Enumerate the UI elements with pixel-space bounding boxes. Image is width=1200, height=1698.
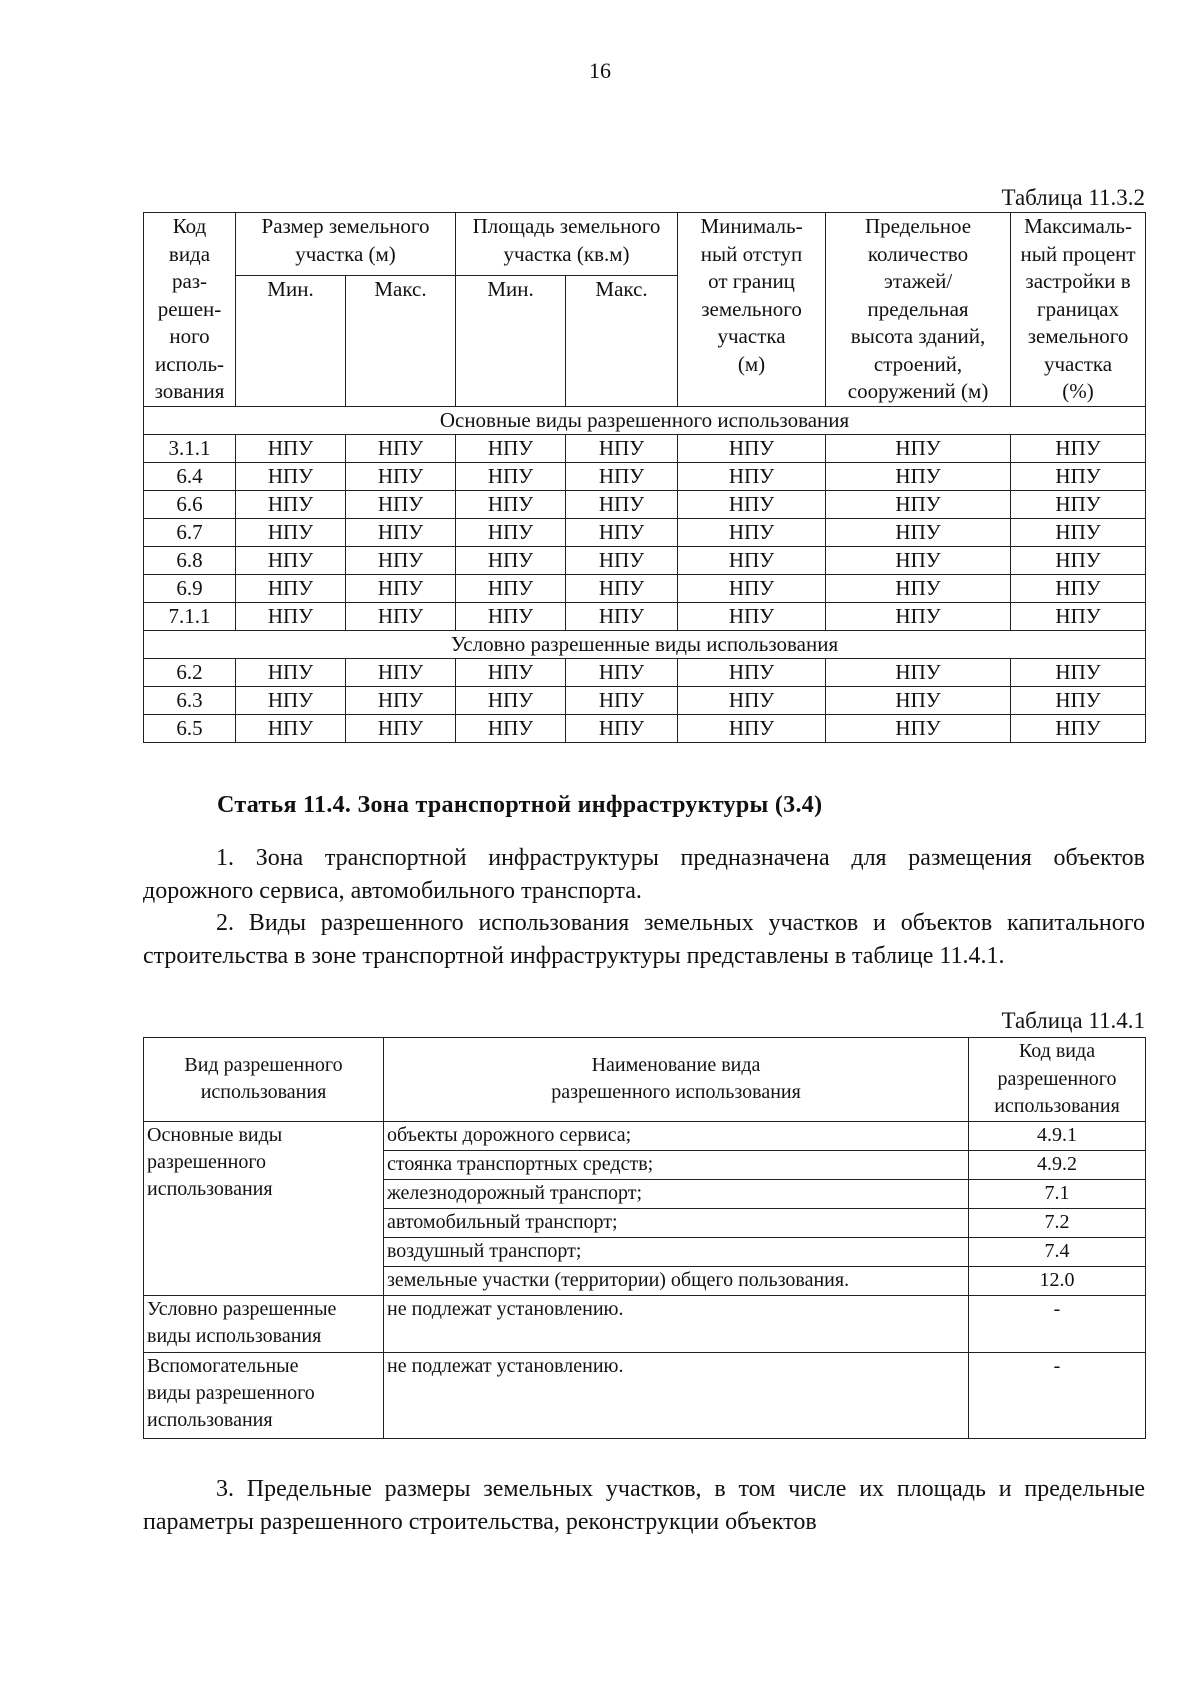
value-cell: НПУ: [346, 490, 456, 518]
value-cell: НПУ: [678, 462, 826, 490]
value-cell: НПУ: [678, 434, 826, 462]
table-row: [144, 434, 1146, 462]
header-coverage: Максималь- ный процент застройки в границах земельного участка (%): [1011, 213, 1146, 407]
table-row: [144, 658, 1146, 686]
conditional-use-name: не подлежат установлению.: [384, 1295, 969, 1352]
value-cell: НПУ: [236, 686, 346, 714]
value-cell: НПУ: [1011, 490, 1146, 518]
value-cell: НПУ: [346, 574, 456, 602]
table-row: [144, 518, 1146, 546]
value-cell: НПУ: [678, 546, 826, 574]
value-cell: НПУ: [346, 602, 456, 630]
table-row: [144, 546, 1146, 574]
table-caption-11-3-2: Таблица 11.3.2: [1001, 185, 1145, 210]
value-cell: НПУ: [346, 434, 456, 462]
article-heading: Статья 11.4. Зона транспортной инфраструктуры (3.4): [217, 792, 823, 818]
value-cell: НПУ: [1011, 434, 1146, 462]
use-code-cell: 6.9: [144, 574, 236, 602]
value-cell: НПУ: [1011, 462, 1146, 490]
value-cell: НПУ: [826, 714, 1011, 742]
value-cell: НПУ: [236, 434, 346, 462]
value-cell: НПУ: [1011, 602, 1146, 630]
table-row: [144, 686, 1146, 714]
use-code-cell: 6.7: [144, 518, 236, 546]
value-cell: НПУ: [678, 574, 826, 602]
paragraph-3: 3. Предельные размеры земельных участков, в том числе их площадь и предельные параметры разрешенного строительства, реконструкции объектов: [143, 1476, 1145, 1535]
value-cell: НПУ: [826, 574, 1011, 602]
use-code: 4.9.2: [969, 1150, 1146, 1179]
value-cell: НПУ: [236, 714, 346, 742]
header-code: Код вида раз- решен- ного исполь- зования: [144, 213, 236, 407]
value-cell: НПУ: [236, 574, 346, 602]
value-cell: НПУ: [1011, 714, 1146, 742]
value-cell: НПУ: [826, 546, 1011, 574]
use-code-cell: 6.2: [144, 658, 236, 686]
header-area: Площадь земельного участка (кв.м): [456, 213, 678, 276]
value-cell: НПУ: [566, 434, 678, 462]
value-cell: НПУ: [566, 602, 678, 630]
header-permitted-use: Вид разрешенного использования: [144, 1038, 384, 1122]
table-row: [144, 714, 1146, 742]
use-code: 7.1: [969, 1179, 1146, 1208]
use-code-cell: 7.1.1: [144, 602, 236, 630]
value-cell: НПУ: [566, 574, 678, 602]
value-cell: НПУ: [1011, 658, 1146, 686]
value-cell: НПУ: [236, 602, 346, 630]
section-row: Условно разрешенные виды использования: [144, 630, 1146, 658]
value-cell: НПУ: [826, 462, 1011, 490]
value-cell: НПУ: [678, 518, 826, 546]
value-cell: НПУ: [826, 686, 1011, 714]
header-size: Размер земельного участка (м): [236, 213, 456, 276]
header-floors: Предельное количество этажей/ предельная высота зданий, строений, сооружений (м): [826, 213, 1011, 407]
value-cell: НПУ: [346, 518, 456, 546]
use-name: воздушный транспорт;: [384, 1237, 969, 1266]
table-11-3-2: [143, 212, 1146, 743]
value-cell: НПУ: [678, 714, 826, 742]
use-name: стоянка транспортных средств;: [384, 1150, 969, 1179]
value-cell: НПУ: [456, 462, 566, 490]
header-use-name: Наименование вида разрешенного использования: [384, 1038, 969, 1122]
value-cell: НПУ: [456, 574, 566, 602]
value-cell: НПУ: [566, 490, 678, 518]
value-cell: НПУ: [456, 490, 566, 518]
value-cell: НПУ: [678, 490, 826, 518]
table-row: [144, 602, 1146, 630]
use-code-cell: 6.8: [144, 546, 236, 574]
auxiliary-use-code: -: [969, 1352, 1146, 1438]
use-code: 12.0: [969, 1266, 1146, 1295]
value-cell: НПУ: [566, 714, 678, 742]
value-cell: НПУ: [346, 714, 456, 742]
value-cell: НПУ: [236, 490, 346, 518]
header-use-code: Код вида разрешенного использования: [969, 1038, 1146, 1122]
use-name: земельные участки (территории) общего пользования.: [384, 1266, 969, 1295]
value-cell: НПУ: [236, 658, 346, 686]
value-cell: НПУ: [566, 686, 678, 714]
conditional-use-code: -: [969, 1295, 1146, 1352]
value-cell: НПУ: [826, 490, 1011, 518]
main-uses-label: Основные виды разрешенного использования: [144, 1121, 384, 1295]
value-cell: НПУ: [346, 686, 456, 714]
use-code-cell: 6.6: [144, 490, 236, 518]
value-cell: НПУ: [346, 546, 456, 574]
use-code: 7.2: [969, 1208, 1146, 1237]
auxiliary-uses-label: Вспомогательные виды разрешенного использования: [144, 1352, 384, 1438]
value-cell: НПУ: [826, 518, 1011, 546]
use-code-cell: 6.5: [144, 714, 236, 742]
header-setback: Минималь- ный отступ от границ земельного участка (м): [678, 213, 826, 407]
use-code-cell: 3.1.1: [144, 434, 236, 462]
header-area-min: Мин.: [456, 276, 566, 406]
value-cell: НПУ: [456, 658, 566, 686]
value-cell: НПУ: [566, 518, 678, 546]
use-name: автомобильный транспорт;: [384, 1208, 969, 1237]
value-cell: НПУ: [1011, 546, 1146, 574]
header-size-max: Макс.: [346, 276, 456, 406]
table-row: [144, 462, 1146, 490]
use-name: железнодорожный транспорт;: [384, 1179, 969, 1208]
value-cell: НПУ: [826, 658, 1011, 686]
value-cell: НПУ: [456, 686, 566, 714]
page-number: 16: [589, 58, 611, 83]
use-code-cell: 6.3: [144, 686, 236, 714]
value-cell: НПУ: [456, 546, 566, 574]
value-cell: НПУ: [566, 658, 678, 686]
value-cell: НПУ: [678, 602, 826, 630]
value-cell: НПУ: [346, 462, 456, 490]
value-cell: НПУ: [826, 434, 1011, 462]
paragraph-2: 2. Виды разрешенного использования земельных участков и объектов капитального строительства в зоне транспортной инфраструктуры представлены в таблице 11.4.1.: [143, 910, 1145, 969]
value-cell: НПУ: [826, 602, 1011, 630]
header-area-max: Макс.: [566, 276, 678, 406]
value-cell: НПУ: [1011, 686, 1146, 714]
section-row: Основные виды разрешенного использования: [144, 406, 1146, 434]
paragraph-1: 1. Зона транспортной инфраструктуры предназначена для размещения объектов дорожного сервиса, автомобильного транспорта.: [143, 845, 1145, 904]
value-cell: НПУ: [566, 546, 678, 574]
value-cell: НПУ: [678, 658, 826, 686]
table-row: [144, 574, 1146, 602]
value-cell: НПУ: [456, 602, 566, 630]
value-cell: НПУ: [678, 686, 826, 714]
header-size-min: Мин.: [236, 276, 346, 406]
use-code-cell: 6.4: [144, 462, 236, 490]
value-cell: НПУ: [456, 714, 566, 742]
use-code: 7.4: [969, 1237, 1146, 1266]
value-cell: НПУ: [1011, 518, 1146, 546]
use-code: 4.9.1: [969, 1121, 1146, 1150]
table-caption-11-4-1: Таблица 11.4.1: [1001, 1008, 1145, 1033]
table-row: [144, 490, 1146, 518]
auxiliary-use-name: не подлежат установлению.: [384, 1352, 969, 1438]
value-cell: НПУ: [236, 462, 346, 490]
value-cell: НПУ: [566, 462, 678, 490]
value-cell: НПУ: [456, 434, 566, 462]
value-cell: НПУ: [236, 546, 346, 574]
value-cell: НПУ: [346, 658, 456, 686]
value-cell: НПУ: [1011, 574, 1146, 602]
conditional-uses-label: Условно разрешенные виды использования: [144, 1295, 384, 1352]
value-cell: НПУ: [236, 518, 346, 546]
value-cell: НПУ: [456, 518, 566, 546]
use-name: объекты дорожного сервиса;: [384, 1121, 969, 1150]
table-11-4-1: [143, 1037, 1146, 1439]
